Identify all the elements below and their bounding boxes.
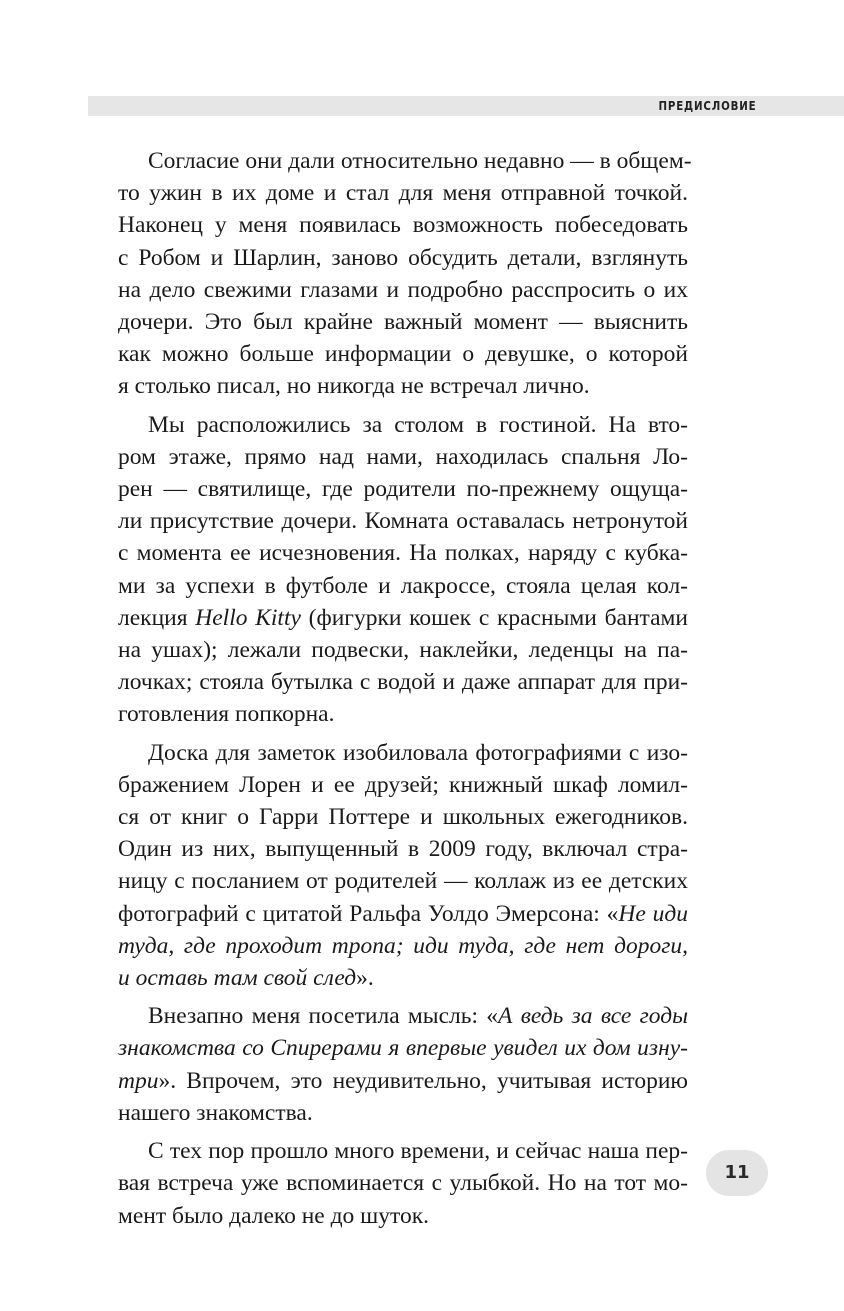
text-line <box>118 1135 688 1167</box>
text-line <box>118 1097 688 1129</box>
italic-text: три <box>118 1067 159 1094</box>
text-run: готовления попкорна. <box>118 701 335 728</box>
italic-text: знакомства со Спирерами я впервые увидел их дом изну- <box>118 1035 688 1062</box>
text-line <box>118 930 688 962</box>
running-header-title: ПРЕДИСЛОВИЕ <box>658 98 756 113</box>
paragraph <box>118 1000 688 1129</box>
text-line <box>118 145 692 177</box>
text-run: Один из них, выпущенный в 2009 году, включал стра- <box>118 836 688 863</box>
body-text <box>118 145 692 1238</box>
paragraph <box>118 409 688 731</box>
text-run: дочери. Это был крайне важный момент — выяснить <box>118 309 688 336</box>
text-run: Доска для заметок изобиловала фотографиями с изо- <box>148 739 688 766</box>
text-line <box>118 865 688 897</box>
text-line <box>118 409 688 441</box>
text-line <box>118 666 688 698</box>
text-run: Наконец у меня появилась возможность побеседовать <box>118 212 688 239</box>
text-run: нашего знакомства. <box>118 1099 313 1126</box>
text-line <box>118 338 688 370</box>
text-run: лекция <box>118 604 196 631</box>
text-line <box>118 769 688 801</box>
text-line <box>118 801 688 833</box>
text-run: рен — святилище, где родители по-прежнему ощуща- <box>118 476 688 503</box>
text-run: ром этаже, прямо над нами, находилась спальня Ло- <box>118 443 688 470</box>
text-line <box>118 602 688 634</box>
page-number: 11 <box>724 1162 750 1183</box>
italic-text: Не иди <box>618 900 688 927</box>
text-run: вая встреча уже вспоминается с улыбкой. Но на тот мо- <box>118 1170 688 1197</box>
text-run: Согласие они дали относительно недавно — в общем- <box>148 148 692 174</box>
text-line <box>118 634 688 666</box>
text-run: я столько писал, но никогда не встречал лично. <box>118 373 590 400</box>
text-run: ми за успехи в футболе и лакроссе, стояла целая кол- <box>118 572 688 599</box>
text-line <box>118 570 688 602</box>
text-line <box>118 505 688 537</box>
italic-text: и оставь там свой след <box>118 965 357 992</box>
text-run: ницу с посланием от родителей — коллаж из ее детских <box>118 868 688 895</box>
italic-text: Hello Kitty <box>195 604 301 631</box>
text-line <box>118 1200 688 1232</box>
paragraph <box>118 1135 688 1232</box>
text-line <box>118 1032 688 1064</box>
text-run: Внезапно меня посетила мысль: « <box>148 1003 499 1030</box>
text-line <box>118 1000 688 1032</box>
text-run: на ушах); лежали подвески, наклейки, леденцы на па- <box>118 637 688 664</box>
text-run: с Робом и Шарлин, заново обсудить детали, взглянуть <box>118 244 688 271</box>
text-run: как можно больше информации о девушке, о которой <box>118 341 688 368</box>
text-line <box>118 274 688 306</box>
text-run: мент было далеко не до шуток. <box>118 1202 430 1229</box>
text-line <box>118 833 688 865</box>
paragraph <box>118 737 688 995</box>
text-run: С тех пор прошло много времени, и сейчас наша пер- <box>148 1138 688 1165</box>
text-line <box>118 1065 688 1097</box>
text-line <box>118 1167 688 1199</box>
text-run: бражением Лорен и ее друзей; книжный шкаф ломил- <box>118 771 688 798</box>
text-run: Мы расположились за столом в гостиной. На вто- <box>148 411 688 438</box>
italic-text: А ведь за все годы <box>498 1003 688 1030</box>
text-line <box>118 242 688 274</box>
text-line <box>118 537 688 569</box>
text-run: то ужин в их доме и стал для меня отправной точкой. <box>118 180 688 207</box>
text-run: лочках; стояла бутылка с водой и даже аппарат для при- <box>118 669 688 696</box>
text-line <box>118 441 688 473</box>
text-line <box>118 962 688 994</box>
text-line <box>118 698 688 730</box>
italic-text: туда, где проходит тропа; иди туда, где нет дороги, <box>118 932 688 959</box>
text-line <box>118 898 688 930</box>
text-line <box>118 473 688 505</box>
text-run: ли присутствие дочери. Комната оставалась нетронутой <box>118 508 688 535</box>
text-run: (фигурки кошек с красными бантами <box>300 604 688 631</box>
text-run: ». <box>356 965 374 992</box>
text-line <box>118 306 688 338</box>
text-run: фотографий с цитатой Ральфа Уолдо Эмерсона: « <box>118 900 619 927</box>
text-line <box>118 177 688 209</box>
text-run: ». Впрочем, это неудивительно, учитывая историю <box>158 1067 688 1094</box>
paragraph <box>118 145 692 403</box>
text-run: на дело свежими глазами и подробно расспросить о их <box>118 276 688 303</box>
text-line <box>118 737 688 769</box>
text-line <box>118 370 688 402</box>
text-run: ся от книг о Гарри Поттере и школьных ежегодников. <box>118 804 688 831</box>
text-line <box>118 209 688 241</box>
text-run: с момента ее исчезновения. На полках, наряду с кубка- <box>118 540 688 567</box>
